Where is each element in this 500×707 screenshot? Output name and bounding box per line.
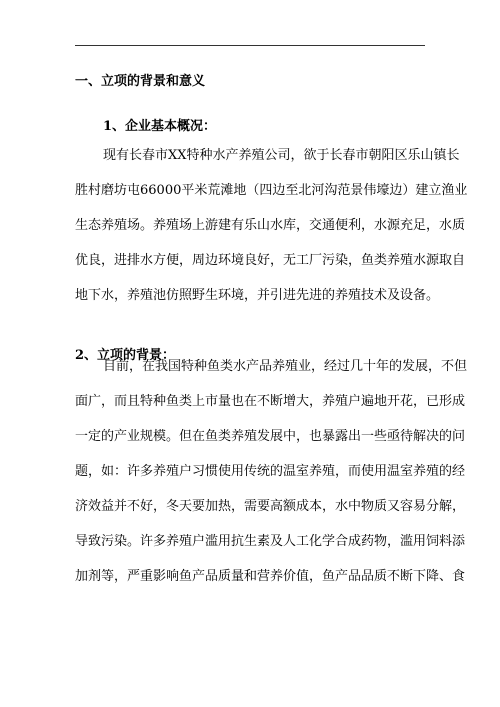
paragraph-line: 优良，进排水方便，周边环境良好，无工厂污染，鱼类养殖水源取自: [75, 253, 466, 268]
section-heading: 一、立项的背景和意义: [75, 74, 206, 89]
paragraph-line: 胜村磨坊屯66000平米荒滩地（四边至北河沟范景伟壕边）建立渔业: [75, 183, 468, 198]
paragraph-line: 济效益并不好，冬天要加热，需要高额成本，水中物质又容易分解，: [75, 499, 466, 514]
paragraph-line: 地下水，养殖池仿照野生环境，并引进先进的养殖技术及设备。: [75, 288, 440, 303]
paragraph-line: 题，如：许多养殖户习惯使用传统的温室养殖，而使用温室养殖的经: [75, 464, 466, 479]
paragraph-line: 导致污染。许多养殖户滥用抗生素及人工化学合成药物，滥用饲料添: [75, 534, 466, 549]
subsection-heading-company-overview: 1、企业基本概况：: [103, 119, 217, 134]
paragraph-line: 目前，在我国特种鱼类水产品养殖业，经过几十年的发展，不但: [103, 359, 468, 374]
paragraph-line: 一定的产业规模。但在鱼类养殖发展中，也暴露出一些亟待解决的问: [75, 429, 466, 444]
header-rule: [75, 45, 425, 46]
subsection-heading-background: 2、立项的背景：: [75, 348, 176, 363]
paragraph-line: 面广，而且特种鱼类上市量也在不断增大，养殖户遍地开花，已形成: [75, 394, 466, 409]
paragraph-line: 加剂等，严重影响鱼产品质量和营养价值，鱼产品品质不断下降、食: [75, 569, 466, 584]
paragraph-line: 现有长春市XX特种水产养殖公司，欲于长春市朝阳区乐山镇长: [103, 148, 460, 163]
paragraph-line: 生态养殖场。养殖场上游建有乐山水库，交通便利，水源充足，水质: [75, 218, 466, 233]
